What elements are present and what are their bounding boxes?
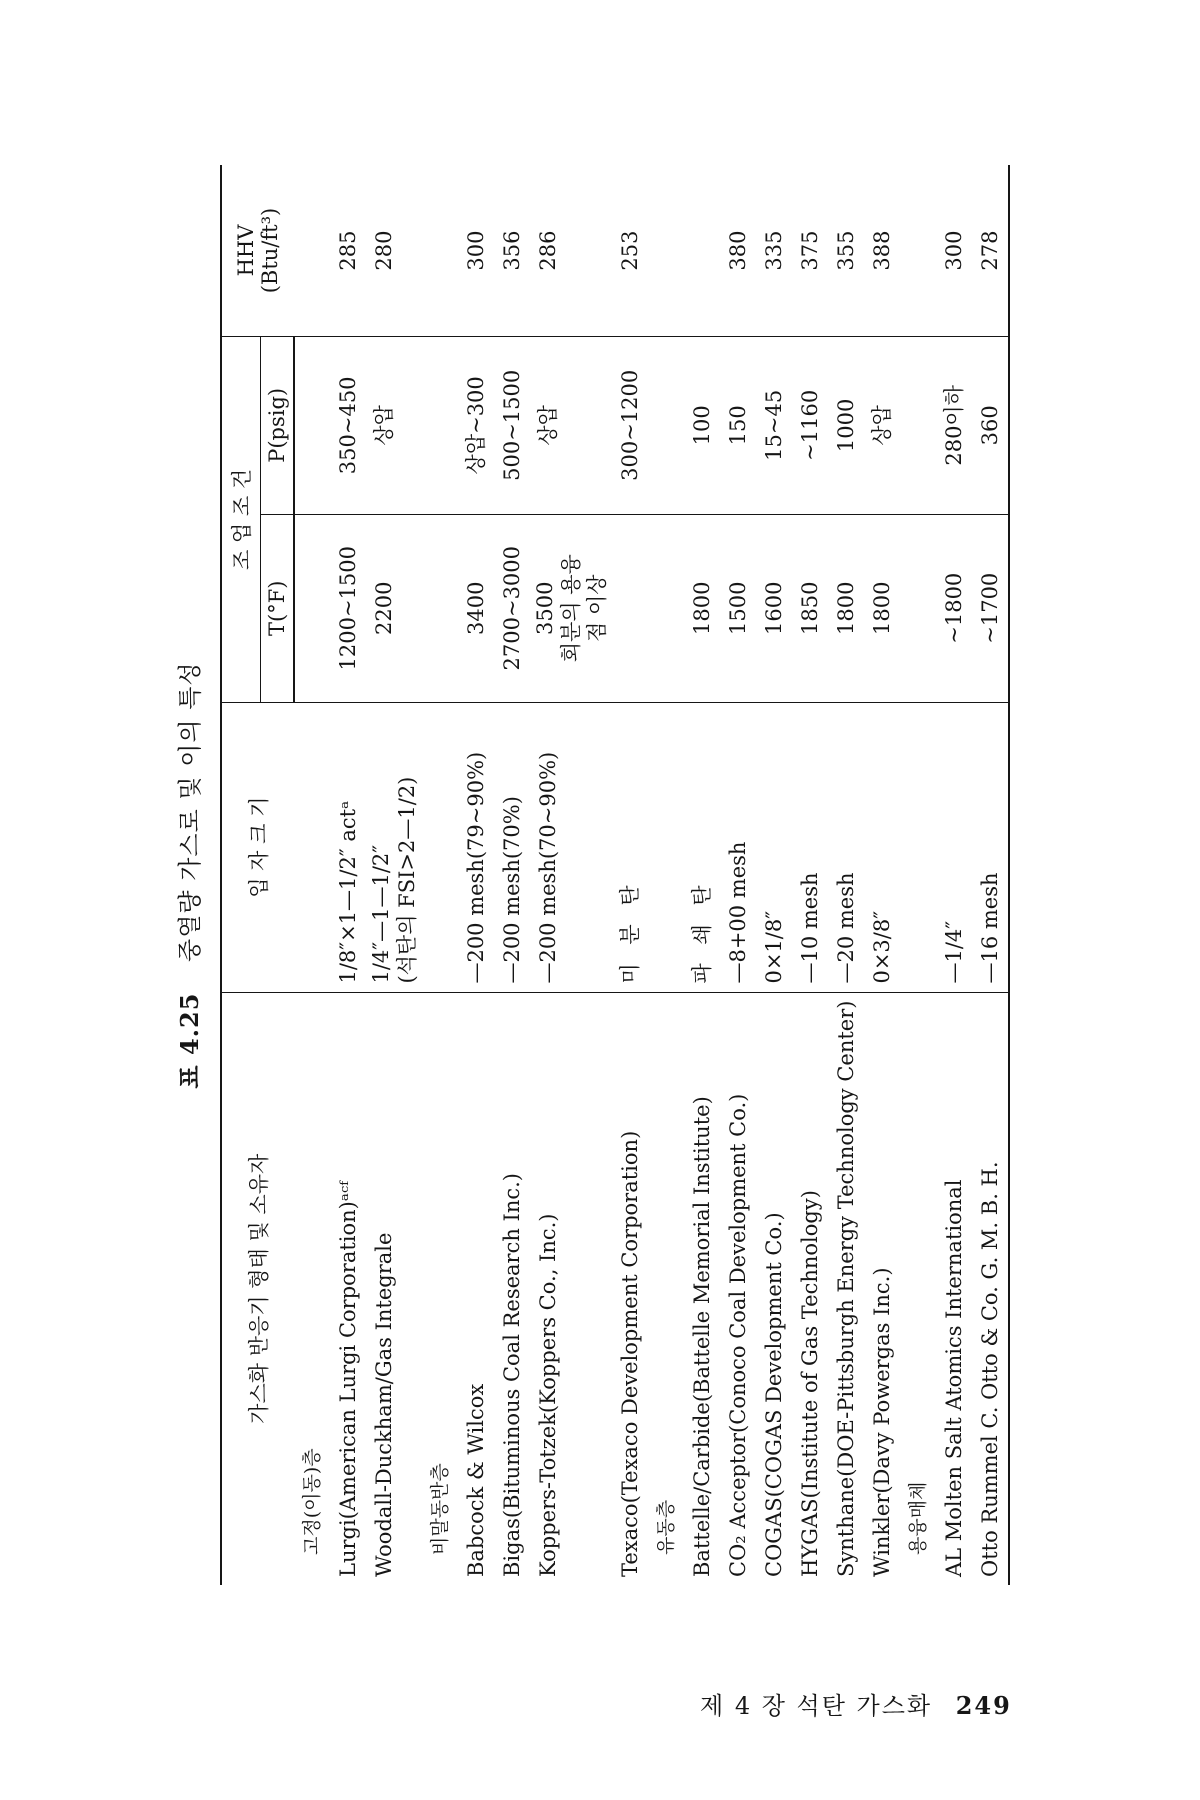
particle-size-cell (330, 702, 366, 992)
hhv-cell-text: 355 (834, 230, 858, 271)
pressure-cell (458, 337, 494, 515)
reactor-name-cell (864, 992, 900, 1585)
particle-size-cell (792, 702, 828, 992)
table-row (720, 165, 756, 1585)
hhv-cell-text: 380 (726, 230, 750, 271)
empty-cell (900, 514, 936, 702)
temperature-cell-text: 2700~3000 (500, 545, 524, 671)
particle-size-cell (828, 702, 864, 992)
particle-size-cell-text: 미 분 탄 (618, 879, 642, 984)
reactor-name-cell-text: Babcock & Wilcox (464, 1383, 488, 1577)
pressure-cell (972, 337, 1009, 515)
temperature-cell (366, 514, 422, 702)
reactor-name-cell-text: Texaco(Texaco Development Corporation) (618, 1130, 642, 1577)
particle-size-cell-text: —20 mesh (834, 872, 858, 984)
reactor-name-cell (756, 992, 792, 1585)
particle-size-cell (720, 702, 756, 992)
table-title: 중열량 가스로 및 이의 특성 (176, 661, 204, 962)
table-row (458, 165, 494, 1585)
temperature-cell-text: ~1800 (942, 572, 966, 644)
page-footer (700, 1686, 1012, 1721)
reactor-name-cell (792, 992, 828, 1585)
particle-size-cell (756, 702, 792, 992)
hhv-cell-text: 280 (372, 230, 396, 271)
pressure-cell (612, 337, 648, 515)
temperature-cell-text: ~1700 (978, 572, 1002, 644)
particle-size-cell-text: —1/4″ (942, 920, 966, 984)
reactor-name-cell (494, 992, 530, 1585)
hhv-cell-text: 278 (978, 230, 1002, 271)
reactor-name-cell (330, 992, 366, 1585)
pressure-cell (936, 337, 972, 515)
particle-size-cell (972, 702, 1009, 992)
table-section-row (900, 165, 936, 1585)
reactor-name-cell-text: Koppers-Totzek(Koppers Co., Inc.) (536, 1213, 560, 1577)
particle-size-cell-text: 파 쇄 탄 (690, 879, 714, 984)
empty-cell (648, 165, 684, 337)
particle-size-cell (530, 702, 612, 992)
temperature-cell-text: 2200 (372, 581, 396, 635)
table-section-row (294, 165, 330, 1585)
temperature-cell-text: 1800 (870, 581, 894, 635)
pressure-cell (864, 337, 900, 515)
empty-cell (422, 514, 458, 702)
pressure-cell (828, 337, 864, 515)
pressure-cell-text: 280이하 (942, 385, 966, 466)
temperature-cell (494, 514, 530, 702)
reactor-name-cell (720, 992, 756, 1585)
particle-size-cell (458, 702, 494, 992)
pressure-cell (530, 337, 612, 515)
header-particle-size: 입 자 크 기 (221, 702, 294, 992)
reactor-name-cell-text: AL Molten Salt Atomics International (942, 1179, 966, 1577)
pressure-cell (494, 337, 530, 515)
hhv-cell (366, 165, 422, 337)
table-row (330, 165, 366, 1585)
temperature-cell-text: 1800 (690, 581, 714, 635)
section-label: 비말동반층 (429, 1463, 451, 1555)
particle-size-cell-text: 1/8″×1—1/2″ actᵃ (336, 800, 360, 984)
pressure-cell (684, 337, 720, 515)
reactor-name-cell-text: Otto Rummel C. Otto & Co. G. M. B. H. (978, 1161, 1002, 1577)
page-number: 249 (955, 1691, 1012, 1720)
empty-cell (900, 702, 936, 992)
hhv-cell (828, 165, 864, 337)
hhv-cell-text: 253 (618, 230, 642, 271)
reactor-name-cell (530, 992, 612, 1585)
pressure-cell (792, 337, 828, 515)
empty-cell (900, 165, 936, 337)
temperature-cell-text: 3400 (464, 581, 488, 635)
particle-size-cell-text: —200 mesh(79~90%) (464, 751, 488, 984)
hhv-cell (792, 165, 828, 337)
reactor-name-cell (936, 992, 972, 1585)
particle-size-cell-text: —8+00 mesh (726, 841, 750, 984)
particle-size-cell-text: 1/4″—1—1/2″ (369, 844, 393, 984)
temperature-cell (972, 514, 1009, 702)
empty-cell (422, 337, 458, 515)
empty-cell (294, 514, 330, 702)
hhv-cell (494, 165, 530, 337)
hhv-cell-text: 335 (762, 230, 786, 271)
particle-size-cell-text: 0×3/8″ (870, 910, 894, 984)
table-caption (170, 165, 210, 1585)
table-number: 표 4.25 (175, 992, 204, 1089)
temperature-cell-text-extra: 점 이상 (585, 574, 609, 642)
hhv-cell-text: 285 (336, 230, 360, 271)
reactor-name-cell-text: Winkler(Davy Powergas Inc.) (870, 1267, 894, 1577)
reactor-name-cell-text: CO₂ Acceptor(Conoco Coal Development Co.) (726, 1093, 750, 1577)
particle-size-cell (936, 702, 972, 992)
hhv-cell-text: 286 (536, 230, 560, 271)
hhv-cell (330, 165, 366, 337)
particle-size-cell (366, 702, 422, 992)
header-hhv-line1: HHV (234, 224, 258, 277)
table-row (864, 165, 900, 1585)
reactor-name-cell-text: Lurgi(American Lurgi Corporation)ᵃᶜᶠ (336, 1181, 360, 1577)
particle-size-cell-text: —200 mesh(70~90%) (536, 751, 560, 984)
table-row (792, 165, 828, 1585)
pressure-cell-text: 350~450 (336, 376, 360, 475)
header-hhv-line2: (Btu/ft³) (258, 207, 282, 294)
hhv-cell-text: 300 (942, 230, 966, 271)
temperature-cell (684, 514, 720, 702)
hhv-cell (864, 165, 900, 337)
particle-size-cell-text: —200 mesh(70%) (500, 796, 524, 984)
reactor-name-cell (828, 992, 864, 1585)
pressure-cell (756, 337, 792, 515)
particle-size-cell (494, 702, 530, 992)
reactor-name-cell-text: Woodall-Duckham/Gas Integrale (372, 1232, 396, 1577)
table-row (936, 165, 972, 1585)
section-label: 용융매체 (907, 1481, 929, 1555)
hhv-cell (458, 165, 494, 337)
empty-cell (294, 337, 330, 515)
empty-cell (648, 514, 684, 702)
table-row (828, 165, 864, 1585)
rotated-table-block (170, 165, 1002, 1585)
hhv-cell (720, 165, 756, 337)
temperature-cell-text: 1200~1500 (336, 545, 360, 671)
table-body (294, 165, 1009, 1585)
table-row (756, 165, 792, 1585)
reactor-name-cell (684, 992, 720, 1585)
temperature-cell (612, 514, 648, 702)
pressure-cell-text: 360 (978, 405, 1002, 446)
table-row (684, 165, 720, 1585)
pressure-cell-text: 상압~300 (464, 376, 488, 475)
empty-cell (422, 165, 458, 337)
reactor-name-cell-text: Battelle/Carbide(Battelle Memorial Institute) (690, 1096, 714, 1577)
header-hhv (221, 165, 294, 337)
hhv-cell-text: 356 (500, 230, 524, 271)
pressure-cell-text: 상압 (870, 405, 894, 446)
table-section-row (648, 165, 684, 1585)
temperature-cell (458, 514, 494, 702)
empty-cell (294, 702, 330, 992)
empty-cell (422, 702, 458, 992)
temperature-cell (330, 514, 366, 702)
temperature-cell-text: 3500 (533, 581, 557, 635)
table-row (612, 165, 648, 1585)
reactor-name-cell (612, 992, 648, 1585)
particle-size-cell (684, 702, 720, 992)
hhv-cell (612, 165, 648, 337)
header-pressure: P(psig) (261, 337, 295, 515)
temperature-cell-text-extra: 회분의 용융 (559, 554, 583, 663)
chapter-title: 제 4 장 석탄 가스화 (700, 1692, 933, 1720)
table-row (494, 165, 530, 1585)
hhv-cell (972, 165, 1009, 337)
hhv-cell-text: 300 (464, 230, 488, 271)
section-label: 고정(이동)층 (301, 1448, 323, 1555)
pressure-cell-text: 100 (690, 405, 714, 446)
temperature-cell (864, 514, 900, 702)
empty-cell (648, 337, 684, 515)
particle-size-cell (864, 702, 900, 992)
particle-size-cell-text: —10 mesh (798, 872, 822, 984)
hhv-cell (756, 165, 792, 337)
table-row (530, 165, 612, 1585)
pressure-cell-text: 15~45 (762, 389, 786, 461)
pressure-cell (330, 337, 366, 515)
temperature-cell (720, 514, 756, 702)
header-operating-conditions: 조 업 조 건 (221, 337, 261, 703)
temperature-cell (530, 514, 612, 702)
temperature-cell (936, 514, 972, 702)
reactor-name-cell (458, 992, 494, 1585)
reactor-name-cell (366, 992, 422, 1585)
empty-cell (294, 165, 330, 337)
temperature-cell (792, 514, 828, 702)
temperature-cell-text: 1500 (726, 581, 750, 635)
pressure-cell-text: 1000 (834, 398, 858, 453)
pressure-cell-text: 500~1500 (500, 369, 524, 481)
temperature-cell-text: 1600 (762, 581, 786, 635)
section-label: 유동층 (655, 1499, 677, 1555)
temperature-cell-text: 1850 (798, 581, 822, 635)
pressure-cell-text: ~1160 (798, 389, 822, 461)
empty-cell (900, 337, 936, 515)
temperature-cell-text: 1800 (834, 581, 858, 635)
temperature-cell (756, 514, 792, 702)
gasifier-table (220, 165, 1010, 1585)
reactor-name-cell-text: Bigas(Bituminous Coal Research Inc.) (500, 1172, 524, 1577)
pressure-cell-text: 300~1200 (618, 369, 642, 481)
pressure-cell-text: 상압 (536, 405, 560, 446)
reactor-name-cell-text: HYGAS(Institute of Gas Technology) (798, 1190, 822, 1577)
reactor-name-cell-text: COGAS(COGAS Development Co.) (762, 1212, 786, 1577)
particle-size-cell-text-extra: (석탄의 FSI>2—1/2) (395, 776, 419, 984)
particle-size-cell (612, 702, 648, 992)
hhv-cell (936, 165, 972, 337)
pressure-cell (720, 337, 756, 515)
reactor-name-cell-text: Synthane(DOE-Pittsburgh Energy Technology Center) (834, 1000, 858, 1577)
table-row (366, 165, 422, 1585)
particle-size-cell-text: 0×1/8″ (762, 910, 786, 984)
hhv-cell (684, 165, 720, 337)
pressure-cell (366, 337, 422, 515)
hhv-cell-text: 375 (798, 230, 822, 271)
empty-cell (648, 702, 684, 992)
table-row (972, 165, 1009, 1585)
pressure-cell-text: 150 (726, 405, 750, 446)
pressure-cell-text: 상압 (372, 405, 396, 446)
header-temperature: T(°F) (261, 514, 295, 702)
table-section-row (422, 165, 458, 1585)
hhv-cell-text: 388 (870, 230, 894, 271)
particle-size-cell-text: —16 mesh (978, 872, 1002, 984)
temperature-cell (828, 514, 864, 702)
header-reactor: 가스화 반응기 형태 및 소유자 (221, 992, 294, 1585)
reactor-name-cell (972, 992, 1009, 1585)
hhv-cell (530, 165, 612, 337)
